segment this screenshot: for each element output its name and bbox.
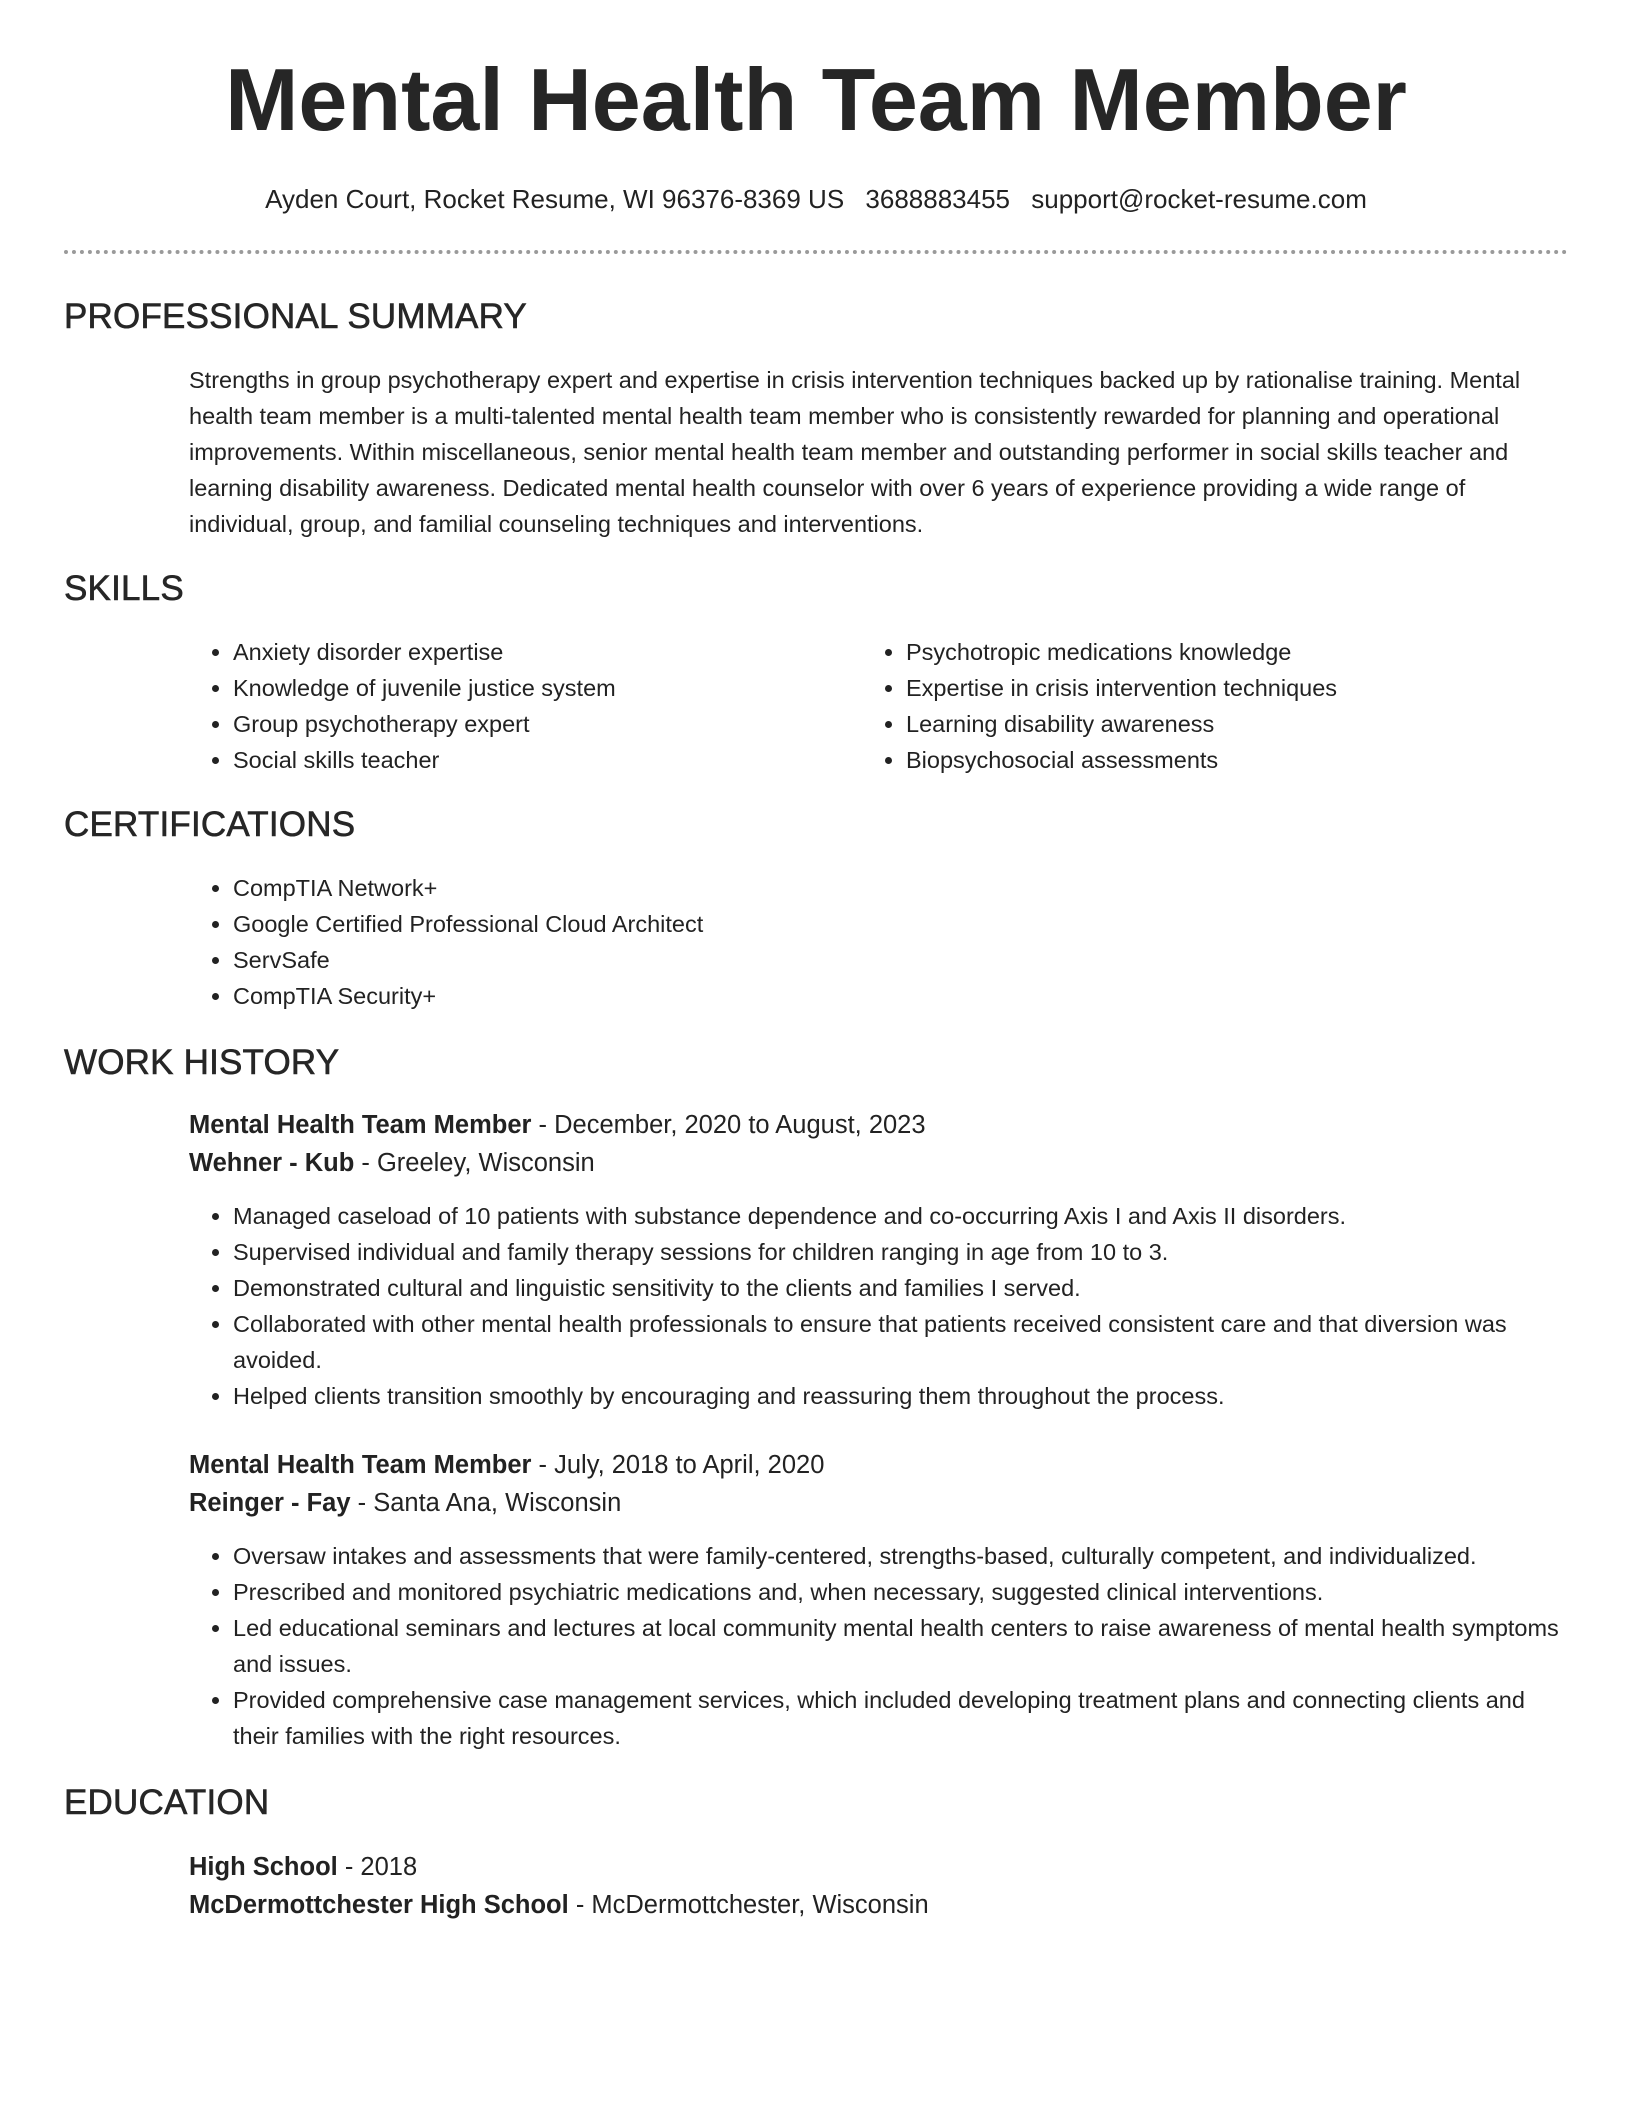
education-heading: EDUCATION [64, 1783, 270, 1822]
skill-item: • Expertise in crisis intervention techniques [906, 670, 1502, 706]
job-entry [189, 1106, 1569, 1182]
skills-right-list [862, 634, 1502, 778]
job-title: Mental Health Team Member [189, 1111, 532, 1139]
job-bullet-list [189, 1538, 1569, 1754]
job-entry [189, 1446, 1569, 1522]
education-degree: High School [189, 1853, 338, 1881]
education-degree-line [189, 1848, 1569, 1886]
education-school-line [189, 1886, 1569, 1924]
skill-item: • Knowledge of juvenile justice system [233, 670, 829, 706]
summary-heading: PROFESSIONAL SUMMARY [64, 297, 527, 336]
contact-phone: 3688883455 [865, 184, 1011, 214]
job-bullet: • Helped clients transition smoothly by encouraging and reassuring them throughout the process. [233, 1378, 1569, 1414]
job-company-line [189, 1144, 1569, 1182]
job-title: Mental Health Team Member [189, 1451, 532, 1479]
job-bullet: • Supervised individual and family therapy sessions for children ranging in age from 10 to 3. [233, 1234, 1569, 1270]
skill-item: • Learning disability awareness [906, 706, 1502, 742]
certifications-block [189, 870, 1569, 1014]
job-bullet: • Demonstrated cultural and linguistic sensitivity to the clients and families I served. [233, 1270, 1569, 1306]
contact-line [0, 183, 1632, 217]
job-bullet: • Prescribed and monitored psychiatric medications and, when necessary, suggested clinical interventions. [233, 1574, 1569, 1610]
skills-left-list [189, 634, 829, 778]
skill-item: • Biopsychosocial assessments [906, 742, 1502, 778]
education-location: - McDermottchester, Wisconsin [568, 1891, 929, 1919]
skill-item: • Group psychotherapy expert [233, 706, 829, 742]
skill-item: • Psychotropic medications knowledge [906, 634, 1502, 670]
certification-item: • ServSafe [233, 942, 1569, 978]
job-dates: - July, 2018 to April, 2020 [531, 1451, 825, 1479]
job-bullet: • Oversaw intakes and assessments that were family-centered, strengths-based, culturally competent, and individualized. [233, 1538, 1569, 1574]
job-bullet: • Provided comprehensive case management services, which included developing treatment plans and connecting clients and their families with the right resources. [233, 1682, 1569, 1754]
education-entry [189, 1848, 1569, 1924]
resume-name-title: Mental Health Team Member [225, 50, 1407, 149]
summary-text: Strengths in group psychotherapy expert and expertise in crisis intervention techniques backed up by rationalise training. Mental health team member is a multi-talented mental health team member who is consistently rewarded for planning and operational improvements. Within miscellaneous, senior mental health team member and outstanding performer in social skills teacher and learning disability awareness. Dedicated mental health counselor with over 6 years of experience providing a wide range of individual, group, and familial counseling techniques and interventions. [189, 367, 1521, 537]
education-school: McDermottchester High School [189, 1891, 569, 1919]
job-company-line [189, 1484, 1569, 1522]
header-divider [64, 250, 1568, 254]
job-bullet: • Managed caseload of 10 patients with substance dependence and co-occurring Axis I and Axis II disorders. [233, 1198, 1569, 1234]
education-year: - 2018 [337, 1853, 418, 1881]
job-bullets-block [189, 1538, 1569, 1754]
work-history-heading: WORK HISTORY [64, 1043, 340, 1082]
certifications-list [189, 870, 1569, 1014]
contact-email: support@rocket-resume.com [1031, 184, 1367, 214]
job-company: Reinger - Fay [189, 1489, 351, 1517]
certification-item: • CompTIA Security+ [233, 978, 1569, 1014]
skill-item: • Social skills teacher [233, 742, 829, 778]
job-bullet: • Led educational seminars and lectures at local community mental health centers to raise awareness of mental health symptoms and issues. [233, 1610, 1569, 1682]
certification-item: • Google Certified Professional Cloud Architect [233, 906, 1569, 942]
job-title-line [189, 1446, 1569, 1484]
job-dates: - December, 2020 to August, 2023 [531, 1111, 926, 1139]
job-bullet-list [189, 1198, 1569, 1414]
certification-item: • CompTIA Network+ [233, 870, 1569, 906]
job-location: - Santa Ana, Wisconsin [350, 1489, 622, 1517]
skills-right-column [862, 634, 1502, 778]
skills-left-column [189, 634, 829, 778]
job-location: - Greeley, Wisconsin [354, 1149, 595, 1177]
skill-item: • Anxiety disorder expertise [233, 634, 829, 670]
skills-heading: SKILLS [64, 569, 184, 608]
job-company: Wehner - Kub [189, 1149, 355, 1177]
certifications-heading: CERTIFICATIONS [64, 805, 356, 844]
job-title-line [189, 1106, 1569, 1144]
contact-address: Ayden Court, Rocket Resume, WI 96376-8369 US [265, 184, 845, 214]
job-bullets-block [189, 1198, 1569, 1414]
job-bullet: • Collaborated with other mental health professionals to ensure that patients received consistent care and that diversion was avoided. [233, 1306, 1569, 1378]
